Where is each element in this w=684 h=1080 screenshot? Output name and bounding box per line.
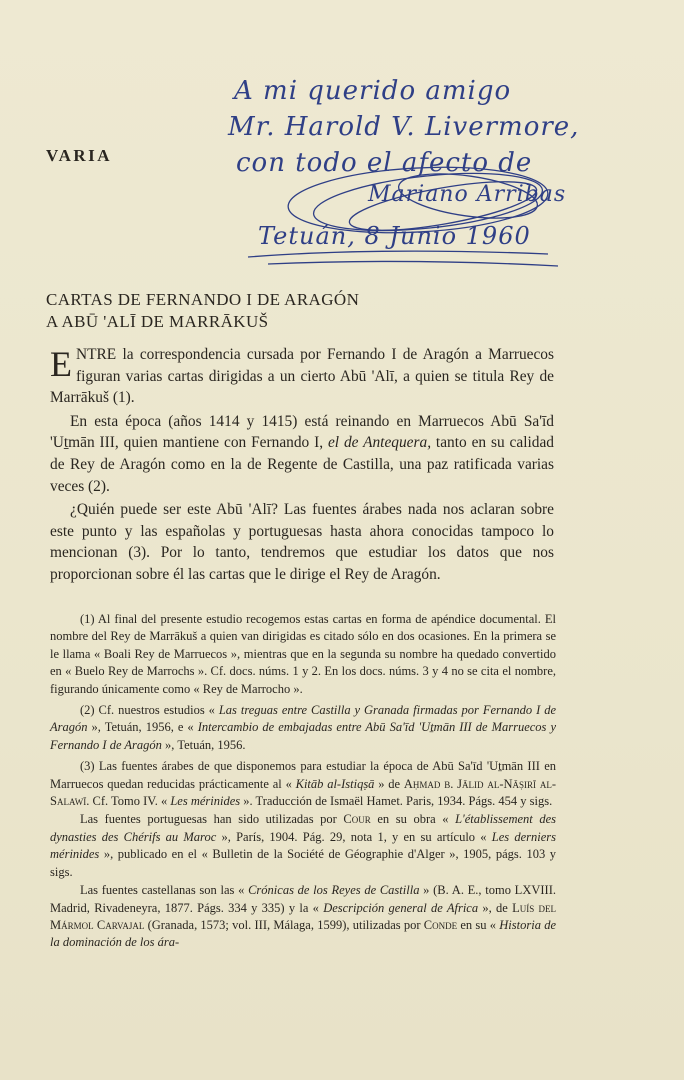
footnote-3-portuguese: Las fuentes portuguesas han sido utilizadas por Cour en su obra « L'établissement des dynasties des Chérifs au Maroc », París, 1904. Pág. 29, nota 1, y en su artículo « Les derniers mérinides », publicado en el « Bulletin de la Société de Géographie d'Alger », 1905, págs. 103 y sigs. xyxy=(50,812,556,879)
dedication-line-1: A mi querido amigo xyxy=(234,76,512,106)
dedication-line-2: Mr. Harold V. Livermore, xyxy=(228,112,580,142)
footnotes xyxy=(50,611,556,956)
signature: Mariano Arribas xyxy=(368,182,567,207)
footnote-1: (1) Al final del presente estudio recogemos estas cartas en forma de apéndice documental. El nombre del Rey de Marrākuš a quien van dirigidas es citado sólo en dos ocasiones. En la primera se le llama « Boali Rey de Marruecos », mientras que en la segunda su nombre ha quedado convertido en « Buelo Rey de Marrochs ». Cf. docs. núms. 1 y 2. En los docs. núms. 3 y 4 no se cita el nombre, figurando únicamente como « Rey de Marrocho ». xyxy=(50,612,556,696)
paragraph-1: ENTRE la correspondencia cursada por Fernando I de Aragón a Marruecos figuran varias cartas dirigidas a un cierto Abū 'Alī, a quien se titula Rey de Marrākuš (1). xyxy=(50,344,554,407)
article-body xyxy=(50,344,554,588)
dedication-line-3: con todo el afecto de xyxy=(236,148,533,178)
drop-cap: E xyxy=(50,344,72,384)
footnote-2: (2) Cf. nuestros estudios « Las treguas entre Castilla y Granada firmadas por Fernando I de Aragón », Tetuán, 1956, e « Intercambio de embajadas entre Abū Sa'īd 'Uṯmān III de Marruecos y Fernando I de Aragón », Tetuán, 1956. xyxy=(50,703,556,752)
footnote-3: (3) Las fuentes árabes de que disponemos para estudiar la época de Abū Sa'īd 'Uṯmān III en Marruecos quedan reducidas prácticamente al « Kitāb al-Istiqṣā » de Aḥmad b. Jālid al-Nāṣirī al-Salawī. Cf. Tomo IV. « Les mérinides ». Traducción de Ismaël Hamet. Paris, 1934. Págs. 454 y sigs. xyxy=(50,759,556,809)
section-label: VARIA xyxy=(46,146,113,165)
article-title-line-2: A ABŪ 'ALĪ DE MARRĀKUŠ xyxy=(46,312,269,331)
footnote-3-castilian: Las fuentes castellanas son las « Crónicas de los Reyes de Castilla » (B. A. E., tomo LXVIII. Madrid, Rivadeneyra, 1877. Págs. 334 y 335) y la « Descripción general de Africa », de Luís del Mármol Carvajal (Granada, 1573; vol. III, Málaga, 1599), utilizadas por Conde en su « Historia de la dominación de los ára- xyxy=(50,883,556,950)
handwritten-dedication xyxy=(228,72,588,292)
paragraph-2: En esta época (años 1414 y 1415) está reinando en Marruecos Abū Sa'īd 'Uṯmān III, quien mantiene con Fernando I, el de Antequera, tanto en su calidad de Rey de Aragón como en la de Regente de Castilla, una paz ratificada varias veces (2). xyxy=(50,412,554,495)
article-title-line-1: CARTAS DE FERNANDO I DE ARAGÓN xyxy=(46,290,360,309)
paragraph-3: ¿Quién puede ser este Abū 'Alī? Las fuentes árabes nada nos aclaran sobre este punto y las españolas y portuguesas hasta ahora conocidas tampoco lo mencionan (3). Por lo tanto, tendremos que estudiar los datos que nos proporcionan sobre él las cartas que le dirige el Rey de Aragón. xyxy=(50,501,554,583)
dedication-place-date: Tetuán, 8 Junio 1960 xyxy=(258,222,531,250)
